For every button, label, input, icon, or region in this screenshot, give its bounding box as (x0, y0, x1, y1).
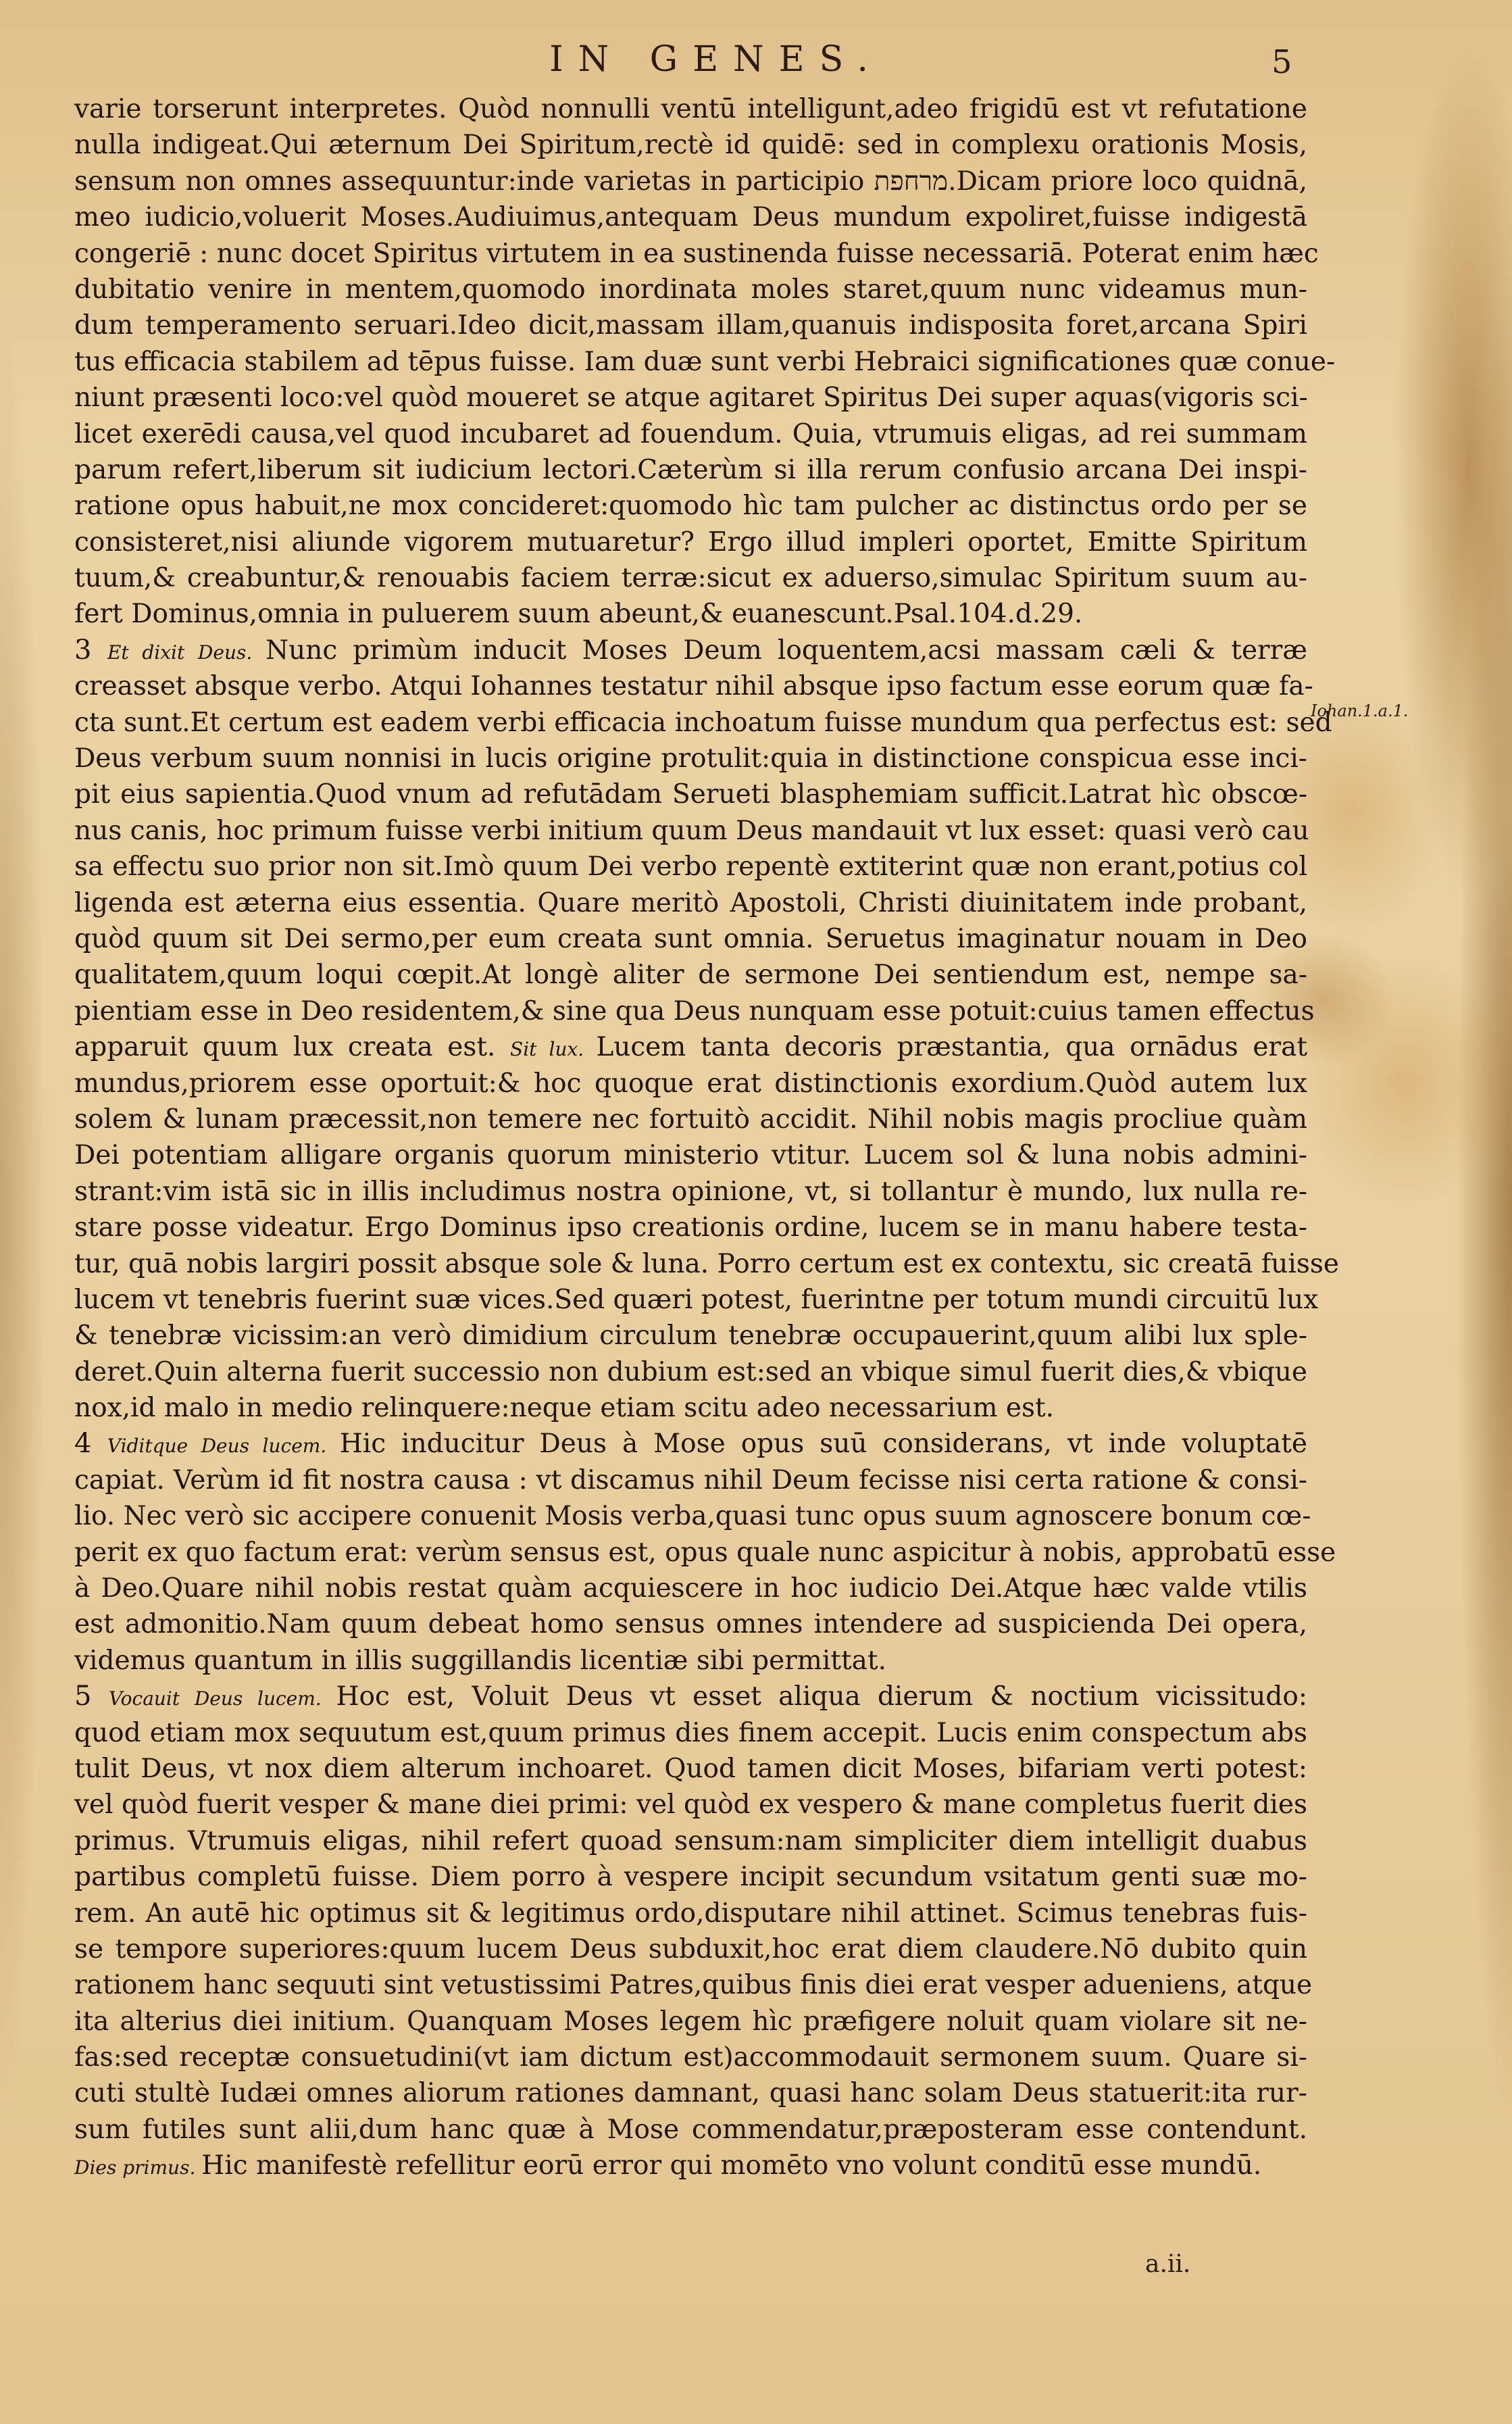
line-text: creasset absque verbo. Atqui Iohannes testatur nihil absque ipso factum esse eorum quæ fa- (74, 671, 1313, 702)
text-line (74, 2004, 1307, 2039)
text-line (74, 560, 1307, 596)
text-line (74, 236, 1319, 272)
text-line (74, 1967, 1313, 2003)
running-head: IN GENES. (549, 39, 883, 80)
line-text: Dei potentiam alligare organis quorum ministerio vtitur. Lucem sol & luna nobis admini- (74, 1140, 1307, 1171)
line-text: se tempore superiores:quum lucem Deus subduxit,hoc erat diem claudere.Nō dubito quin (74, 1933, 1307, 1964)
line-text: licet exerēdi causa,vel quod incubaret ad fouendum. Quia, vtrumuis eligas, ad rei summam (74, 418, 1307, 449)
text-line (74, 1174, 1307, 1210)
text-line (74, 1896, 1307, 1931)
line-text: pit eius sapientia.Quod vnum ad refutādam Serueti blasphemiam sufficit.Latrat hìc obscœ- (74, 779, 1307, 810)
text-line (74, 524, 1307, 560)
verse-number: 4 (74, 1428, 107, 1460)
line-text: tus efficacia stabilem ad tēpus fuisse. Iam duæ sunt verbi Hebraici significationes quæ conue- (74, 346, 1336, 377)
line-text: dubitatio venire in mentem,quomodo inordinata moles staret,quum nunc videamus mun- (74, 274, 1307, 305)
text-line (74, 1137, 1307, 1173)
line-text: consisteret,nisi aliunde vigorem mutuaretur? Ergo illud impleri oportet, Emitte Spiritum (74, 526, 1307, 558)
line-text: Nunc primùm inducit Moses Deum loquentem,acsi massam cæli & terræ (265, 635, 1307, 666)
text-line (74, 1931, 1307, 1967)
line-text: varie torserunt interpretes. Quòd nonnulli ventū intelligunt,adeo frigidū est vt refutatione (74, 94, 1307, 124)
line-text: Hic inducitur Deus à Mose opus suū considerans, vt inde voluptatē (339, 1429, 1307, 1460)
text-line (74, 1606, 1307, 1642)
text-line (74, 1823, 1307, 1859)
line-text: sensum non omnes assequuntur:inde varietas in participio מרחפת.Dicam priore loco quidnā, (74, 166, 1307, 197)
line-text: congeriē : nunc docet Spiritus virtutem in ea sustinenda fuisse necessariā. Poterat enim hæc (74, 238, 1319, 269)
line-text: primus. Vtrumuis eligas, nihil refert quoad sensum:nam simpliciter diem intelligit duabus (74, 1825, 1307, 1856)
text-line (74, 199, 1307, 235)
text-line (74, 1354, 1307, 1390)
line-text: videmus quantum in illis suggillandis licentiæ sibi permittat. (74, 1645, 886, 1676)
text-line (74, 1426, 1307, 1462)
text-line (74, 344, 1336, 380)
text-line (74, 957, 1307, 993)
line-text: qualitatem,quum loqui cœpit.At longè aliter de sermone Dei sentiendum est, nempe sa- (74, 960, 1307, 991)
line-text: rem. An autē hic optimus sit & legitimus ordo,disputare nihil attinet. Scimus tenebras fuis- (74, 1898, 1307, 1929)
text-line (74, 705, 1332, 741)
line-text: parum refert,liberum sit iudicium lectori.Cæterùm si illa rerum confusio arcana Dei inspi- (74, 454, 1307, 485)
line-text: Deus verbum suum nonnisi in lucis origine protulit:quia in distinctione conspicua esse inci- (74, 743, 1307, 774)
line-text: apparuit quum lux creata est. (74, 1032, 511, 1063)
text-line (74, 380, 1307, 416)
text-line (74, 1787, 1307, 1823)
text-line (74, 1390, 1307, 1426)
text-line (74, 1102, 1307, 1137)
text-line (74, 1318, 1307, 1354)
text-line (74, 127, 1307, 163)
text-line (74, 776, 1307, 812)
text-line (74, 993, 1315, 1029)
line-text: Hoc est, Voluit Deus vt esset aliqua dierum & noctium vicissitudo: (336, 1681, 1307, 1712)
line-text: lio. Nec verò sic accipere conuenit Mosis verba,quasi tunc opus suum agnoscere bonum cœ- (74, 1501, 1311, 1532)
text-line (74, 1535, 1336, 1570)
text-line (74, 2075, 1307, 2111)
line-text: nulla indigeat.Qui æternum Dei Spiritum,rectè id quidē: sed in complexu orationis Mosis, (74, 130, 1307, 161)
text-line (74, 849, 1307, 885)
line-text: quod etiam mox sequutum est,quum primus dies finem accepit. Lucis enim conspectum abs (74, 1717, 1307, 1748)
lemma-text: Viditque Deus lucem. (107, 1435, 340, 1458)
text-line (74, 2039, 1307, 2075)
line-text: sa effectu suo prior non sit.Imò quum Dei verbo repentè extiterint quæ non erant,potius col (74, 851, 1307, 883)
text-line (74, 307, 1307, 343)
line-text: fert Dominus,omnia in puluerem suum abeunt,& euanescunt.Psal.104.d.29. (74, 599, 1083, 630)
line-text: tur, quā nobis largiri possit absque sole & luna. Porro certum est ex contextu, sic creatā fuisse (74, 1248, 1339, 1279)
text-line (74, 1715, 1307, 1751)
line-text: niunt præsenti loco:vel quòd moueret se atque agitaret Spiritus Dei super aquas(vigoris sci- (74, 382, 1308, 414)
text-line (74, 452, 1307, 488)
line-text: stare posse videatur. Ergo Dominus ipso creationis ordine, lucem se in manu habere testa- (74, 1212, 1307, 1243)
line-text: deret.Quin alterna fuerit successio non dubium est:sed an vbique simul fuerit dies,& vbique (74, 1356, 1307, 1387)
lemma-text: Dies primus. (74, 2156, 202, 2179)
text-line (74, 741, 1307, 776)
line-text: à Deo.Quare nihil nobis restat quàm acquiescere in hoc iudicio Dei.Atque hæc valde vtilis (74, 1573, 1307, 1604)
text-line (74, 1859, 1307, 1895)
text-line (74, 1282, 1319, 1318)
text-line (74, 416, 1307, 452)
text-line (74, 813, 1307, 849)
line-text: tuum,& creabuntur,& renouabis faciem terræ:sicut ex aduerso,simulac Spiritum suum au- (74, 563, 1307, 594)
line-text: nus canis, hoc primum fuisse verbi initium quum Deus mandauit vt lux esset: quasi verò cau (74, 815, 1309, 846)
text-line (74, 91, 1307, 127)
text-line (74, 2148, 1307, 2183)
line-text: lucem vt tenebris fuerint suæ vices.Sed quæri potest, fuerintne per totum mundi circuitū lux (74, 1284, 1319, 1315)
line-text: vel quòd fuerit vesper & mane diei primi: vel quòd ex vespero & mane completus fuerit dies (74, 1789, 1307, 1821)
text-line (74, 1210, 1307, 1245)
text-line (74, 1570, 1307, 1606)
line-text: pientiam esse in Deo residentem,& sine qua Deus nunquam esse potuit:cuius tamen effectus (74, 995, 1315, 1027)
line-text: strant:vim istā sic in illis includimus nostra opinione, vt, si tollantur è mundo, lux nulla re- (74, 1176, 1307, 1207)
text-line (74, 488, 1307, 524)
verse-number: 3 (74, 634, 107, 666)
text-line (74, 1751, 1307, 1787)
line-text: Lucem tanta decoris præstantia, qua ornādus erat (596, 1032, 1307, 1063)
text-line (74, 633, 1307, 668)
line-text: meo iudicio,voluerit Moses.Audiuimus,antequam Deus mundum expoliret,fuisse indigestā (74, 202, 1307, 233)
line-text: solem & lunam præcessit,non temere nec fortuitò accidit. Nihil nobis magis procliue quàm (74, 1104, 1307, 1135)
text-line (74, 2112, 1307, 2148)
text-line (74, 164, 1307, 199)
lemma-text: Sit lux. (510, 1038, 597, 1061)
text-line (74, 1643, 1307, 1679)
page-number: 5 (1271, 43, 1292, 81)
line-text: & tenebræ vicissim:an verò dimidium circulum tenebræ occupauerint,quum alibi lux sple- (74, 1320, 1307, 1352)
line-text: perit ex quo factum erat: verùm sensus est, opus quale nunc aspicitur à nobis, approbatū esse (74, 1537, 1336, 1568)
signature-mark: a.ii. (1145, 2250, 1191, 2278)
text-line (74, 1679, 1307, 1714)
line-text: ligenda est æterna eius essentia. Quare meritò Apostoli, Christi diuinitatem inde probant, (74, 887, 1307, 918)
text-line (74, 1498, 1311, 1534)
line-text: partibus completū fuisse. Diem porro à vespere incipit secundum vsitatum genti suæ mo- (74, 1862, 1307, 1893)
line-text: cuti stultè Iudæi omnes aliorum rationes damnant, quasi hanc solam Deus statuerit:ita rur- (74, 2078, 1307, 2109)
line-text: nox,id malo in medio relinquere:neque etiam scitu adeo necessarium est. (74, 1393, 1055, 1424)
commentary-text (74, 91, 1339, 2184)
text-line (74, 1246, 1339, 1282)
line-text: fas:sed receptæ consuetudini(vt iam dictum est)accommodauit sermonem suum. Quare si- (74, 2042, 1307, 2073)
line-text: dum temperamento seruari.Ideo dicit,massam illam,quanuis indisposita foret,arcana Spiri (74, 310, 1307, 341)
line-text: est admonitio.Nam quum debeat homo sensus omnes intendere ad suspicienda Dei opera, (74, 1609, 1307, 1640)
text-line (74, 668, 1313, 704)
text-line (74, 1066, 1307, 1102)
line-text: quòd quum sit Dei sermo,per eum creata sunt omnia. Seruetus imaginatur nouam in Deo (74, 923, 1307, 954)
text-line (74, 1029, 1307, 1065)
line-text: rationem hanc sequuti sint vetustissimi Patres,quibus finis diei erat vesper adueniens, atque (74, 1970, 1313, 2001)
margin-note: Iohan.1.a.1. (1311, 701, 1409, 720)
lemma-text: Et dixit Deus. (107, 641, 266, 664)
lemma-text: Vocauit Deus lucem. (109, 1687, 336, 1710)
line-text: cta sunt.Et certum est eadem verbi efficacia inchoatum fuisse mundum qua perfectus est: sed (74, 707, 1332, 738)
line-text: ita alterius diei initium. Quanquam Moses legem hìc præfigere noluit quam violare sit ne- (74, 2006, 1307, 2037)
line-text: mundus,priorem esse oportuit:& hoc quoque erat distinctionis exordium.Quòd autem lux (74, 1068, 1307, 1099)
text-line (74, 921, 1307, 957)
text-line (74, 272, 1307, 307)
text-line (74, 885, 1307, 921)
line-text: tulit Deus, vt nox diem alterum inchoaret. Quod tamen dicit Moses, bifariam verti potest: (74, 1753, 1307, 1784)
text-line (74, 596, 1307, 632)
verse-number: 5 (74, 1681, 109, 1712)
line-text: Hic manifestè refellitur eorū error qui momēto vno volunt conditū esse mundū. (201, 2150, 1262, 2181)
line-text: ratione opus habuit,ne mox concideret:quomodo hìc tam pulcher ac distinctus ordo per se (74, 491, 1307, 522)
line-text: sum futiles sunt alii,dum hanc quæ à Mose commendatur,præposteram esse contendunt. (74, 2114, 1307, 2145)
line-text: capiat. Verùm id fit nostra causa : vt discamus nihil Deum fecisse nisi certa ratione & consi- (74, 1464, 1307, 1495)
text-line (74, 1462, 1307, 1498)
